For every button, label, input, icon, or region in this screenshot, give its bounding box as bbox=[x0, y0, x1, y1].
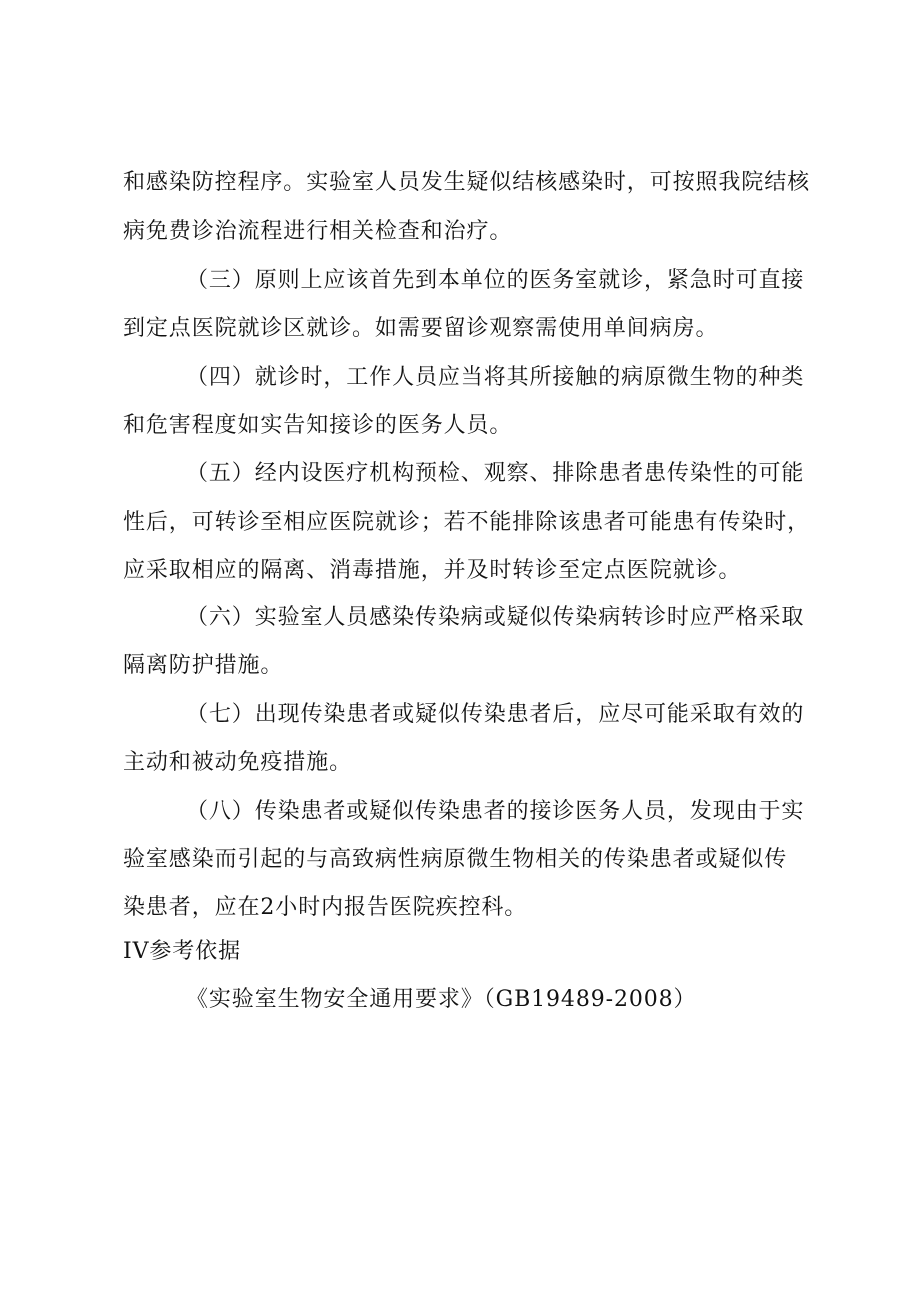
paragraph-line: 主动和被动免疫措施。 bbox=[123, 750, 353, 775]
paragraph-line: 隔离防护措施。 bbox=[123, 653, 284, 678]
paragraph-line: 验室感染而引起的与高致病性病原微生物相关的传染患者或疑似传 bbox=[123, 847, 788, 872]
paragraph-line: 染患者，应在2小时内报告医院疾控科。 bbox=[123, 895, 528, 920]
paragraph-line: 和危害程度如实告知接诊的医务人员。 bbox=[123, 413, 513, 438]
paragraph-line: （五）经内设医疗机构预检、观察、排除患者患传染性的可能 bbox=[186, 461, 805, 486]
paragraph-line: 和感染防控程序。实验室人员发生疑似结核感染时，可按照我院结核 bbox=[123, 170, 811, 195]
paragraph-line: 性后，可转诊至相应医院就诊；若不能排除该患者可能患有传染时， bbox=[123, 510, 811, 535]
paragraph-line: （三）原则上应该首先到本单位的医务室就诊，紧急时可直接 bbox=[186, 268, 805, 293]
paragraph-line: 到定点医院就诊区就诊。如需要留诊观察需使用单间病房。 bbox=[123, 316, 719, 341]
paragraph-line: （七）出现传染患者或疑似传染患者后，应尽可能采取有效的 bbox=[186, 702, 805, 727]
paragraph-line: （六）实验室人员感染传染病或疑似传染病转诊时应严格采取 bbox=[186, 605, 805, 630]
reference-line: 《实验室生物安全通用要求》（GB19489-2008） bbox=[186, 987, 697, 1012]
paragraph-line: （四）就诊时，工作人员应当将其所接触的病原微生物的种类 bbox=[186, 365, 805, 390]
paragraph-line: 病免费诊治流程进行相关检查和治疗。 bbox=[123, 219, 513, 244]
paragraph-line: 应采取相应的隔离、消毒措施，并及时转诊至定点医院就诊。 bbox=[123, 558, 742, 583]
paragraph-line: （八）传染患者或疑似传染患者的接诊医务人员，发现由于实 bbox=[186, 799, 805, 824]
section-heading: IV参考依据 bbox=[123, 939, 241, 964]
